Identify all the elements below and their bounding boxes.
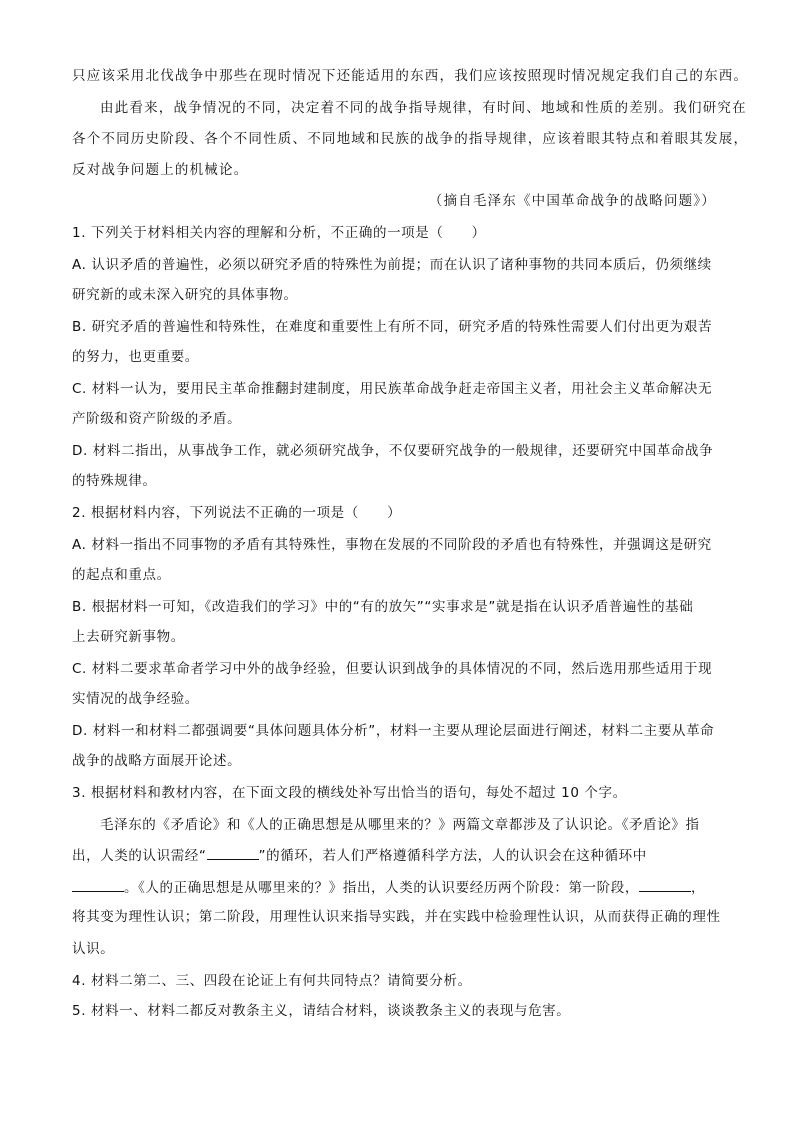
q2-option-c: C. 材料二要求革命者学习中外的战争经验，但要认识到战争的具体情况的不同，然后选用那些适用于现 <box>72 661 713 677</box>
question-3-stem: 3. 根据材料和教材内容，在下面文段的横线处补写出恰当的语句，每处不超过 10 个字。 <box>72 785 627 801</box>
q2-option-c-cont: 实情况的战争经验。 <box>72 691 199 707</box>
question-5-stem: 5. 材料一、材料二都反对教条主义，请结合材料，谈谈教条主义的表现与危害。 <box>72 1003 571 1019</box>
q1-option-a: A. 认识矛盾的普遍性，必须以研究矛盾的特殊性为前提；而在认识了诸种事物的共同本质后，仍须继续 <box>72 257 712 273</box>
citation: （摘自毛泽东《中国革命战争的战略问题》） <box>428 193 716 209</box>
q2-option-a-cont: 的起点和重点。 <box>72 567 171 583</box>
q1-option-a-cont: 研究新的或未深入研究的具体事物。 <box>72 287 298 303</box>
q1-option-d: D. 材料二指出，从事战争工作，就必须研究战争，不仅要研究战争的一般规律，还要研究中国革命战争 <box>72 443 714 459</box>
q1-option-b: B. 研究矛盾的普遍性和特殊性，在难度和重要性上有所不同，研究矛盾的特殊性需要人们付出更为艰苦 <box>72 319 713 335</box>
passage-line: 反对战争问题上的机械论。 <box>72 162 249 178</box>
q3-text-line <box>72 877 705 898</box>
q3-text-line <box>72 845 647 866</box>
q1-option-b-cont: 的努力，也更重要。 <box>72 349 199 365</box>
answer-blank-2[interactable] <box>72 877 124 892</box>
q1-option-c: C. 材料一认为，要用民主革命推翻封建制度，用民族革命战争赶走帝国主义者，用社会主义革命解决无 <box>72 381 713 397</box>
q1-option-c-cont: 产阶级和资产阶级的矛盾。 <box>72 411 242 427</box>
answer-blank-3[interactable] <box>639 877 691 892</box>
q3-text: ”的循环，若人们严格遵循科学方法，人的认识会在这种循环中 <box>258 848 647 864</box>
q1-option-d-cont: 的特殊规律。 <box>72 473 157 489</box>
q3-text: ， <box>690 880 706 896</box>
q3-text-line: 毛泽东的《矛盾论》和《人的正确思想是从哪里来的？》两篇文章都涉及了认识论。《矛盾论》指 <box>100 817 700 833</box>
q2-option-d-cont: 战争的战略方面展开论述。 <box>72 753 242 769</box>
q2-option-b: B. 根据材料一可知，《改造我们的学习》中的“有的放矢”“实事求是”就是指在认识矛盾普遍性的基础 <box>72 599 694 615</box>
question-2-stem: 2. 根据材料内容，下列说法不正确的一项是（ ） <box>72 505 402 521</box>
answer-blank-1[interactable] <box>207 845 259 860</box>
passage-line: 各个不同历史阶段、各个不同性质、不同地域和民族的战争的指导规律，应该着眼其特点和着眼其发展， <box>72 131 749 147</box>
q3-text: 。《人的正确思想是从哪里来的？》指出，人类的认识要经历两个阶段：第一阶段， <box>124 880 639 896</box>
passage-line: 只应该采用北伐战争中那些在现时情况下还能适用的东西，我们应该按照现时情况规定我们自己的东西。 <box>72 68 749 84</box>
q2-option-d: D. 材料一和材料二都强调要“具体问题具体分析”，材料一主要从理论层面进行阐述，材料二主要从革命 <box>72 723 715 739</box>
q2-option-a: A. 材料一指出不同事物的矛盾有其特殊性，事物在发展的不同阶段的矛盾也有特殊性，并强调这是研究 <box>72 537 712 553</box>
q2-option-b-cont: 上去研究新事物。 <box>72 629 185 645</box>
question-1-stem: 1. 下列关于材料相关内容的理解和分析，不正确的一项是（ ） <box>72 225 486 241</box>
q3-text-line: 认识。 <box>72 941 115 957</box>
question-4-stem: 4. 材料二第二、三、四段在论证上有何共同特点？请简要分析。 <box>72 973 472 989</box>
q3-text: 出，人类的认识需经“ <box>72 848 207 864</box>
passage-line: 由此看来，战争情况的不同，决定着不同的战争指导规律，有时间、地域和性质的差别。我们研究在 <box>100 100 747 116</box>
q3-text-line: 将其变为理性认识；第二阶段，用理性认识来指导实践，并在实践中检验理性认识，从而获得正确的理性 <box>72 909 721 925</box>
